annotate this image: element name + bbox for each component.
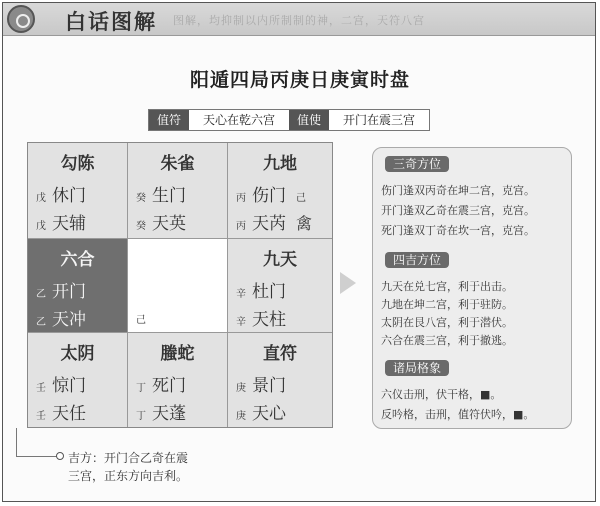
deity-name: 太阴 [60,344,95,364]
star-name: 天英 [152,214,186,234]
leader-line [16,456,58,457]
panel-line: 死门逢双丁奇在坎一宫，克宫。 [381,224,535,237]
info-bar [148,109,430,131]
header-bar [3,3,595,36]
door-row [36,371,86,396]
earth-stem: 癸 [136,220,146,232]
star-name: 天冲 [52,310,86,330]
palace-cell [128,143,228,239]
deity-name: 直符 [263,344,297,364]
deity-name: 螣蛇 [160,344,195,364]
door-row [36,181,86,206]
emblem-icon [7,5,35,33]
earth-stem: 壬 [36,410,46,422]
door-name: 死门 [152,376,186,396]
panel-line: 六合在震三宫，利于撤逃。 [381,334,513,347]
door-name: 伤门 [252,186,286,206]
door-row [236,181,306,206]
panel-line: 太阴在艮八宫，利于潜伏。 [381,316,513,329]
heaven-stem: 壬 [36,382,46,394]
panel-line: 九天在兑七宫，利于出击。 [381,280,513,293]
panel-line: 反吟格，击刑，值符伏吟，■。 [381,408,535,421]
zhifu-value: 天心在乾六宫 [189,110,289,130]
earth-stem: 丙 [236,220,246,232]
door-row [136,181,186,206]
heaven-stem: 乙 [36,288,46,300]
panel-line: 九地在坤二宫，利于驻防。 [381,298,513,311]
star-row [36,305,86,330]
section-title: 诸局格象 [385,360,449,376]
star-row [236,399,286,424]
deity-name: 六合 [60,250,95,270]
star-row [36,399,86,424]
earth-stem: 乙 [36,316,46,328]
star-row [236,209,312,234]
door-name: 生门 [152,186,186,206]
door-row [236,371,286,396]
arrow-right-icon [340,272,356,294]
palace-cell [228,333,332,427]
deity-name: 九地 [263,154,297,174]
earth-stem: 戊 [36,220,46,232]
heaven-stem: 庚 [236,382,246,394]
section-title: 四吉方位 [385,252,449,268]
panel-line: 六仪击刑，伏干格，■。 [381,388,502,401]
note-line: 吉方：开门合乙奇在震 [68,451,189,465]
star-name: 天任 [52,404,86,424]
deity-name: 朱雀 [160,154,195,174]
heaven-stem: 辛 [236,288,246,300]
nine-palace-grid [27,142,333,428]
door-name: 惊门 [52,376,86,396]
door-row [36,277,86,302]
heaven-stem: 戊 [36,192,46,204]
note-line: 三宫，正东方向吉利。 [68,469,189,483]
zhishi-label: 值使 [289,110,329,130]
zhishi-value: 开门在震三宫 [329,110,429,130]
palace-cell [28,333,128,427]
star-row [136,209,186,234]
door-name: 休门 [52,186,86,206]
analysis-panel [372,147,572,429]
palace-cell [28,143,128,239]
panel-line: 开门逢双乙奇在震三宫，克宫。 [381,204,535,217]
heaven-stem: 癸 [136,192,146,204]
header-title: 白话图解 [65,10,157,34]
panel-line: 伤门逢双丙奇在坤二宫，克宫。 [381,184,535,197]
auspicious-note [68,449,188,485]
star-name: 天芮 [252,214,286,234]
header-background-text: 图解，均抑制以内所制制的神，二宫，天符八宫 [173,14,425,27]
heaven-stem: 丁 [136,382,146,394]
palace-cell [228,239,332,333]
star-row [136,399,186,424]
door-name: 景门 [252,376,286,396]
section-title: 三奇方位 [385,156,449,172]
star-name: 天蓬 [152,404,186,424]
earth-stem: 庚 [236,410,246,422]
extra-star: 禽 [296,214,313,233]
center-palace [128,239,228,333]
door-row [236,277,286,302]
earth-stem: 丁 [136,410,146,422]
leader-line [16,428,17,456]
star-row [36,209,86,234]
door-name: 开门 [52,282,86,302]
star-name: 天柱 [252,310,286,330]
star-name: 天辅 [52,214,86,234]
earth-stem: 辛 [236,316,246,328]
bullet-icon [56,452,64,460]
deity-name: 九天 [263,250,297,270]
door-name: 杜门 [252,282,286,302]
heaven-stem: 丙 [236,192,246,204]
star-name: 天心 [252,404,286,424]
door-row [136,371,186,396]
chart-title: 阳遁四局丙庚日庚寅时盘 [189,69,410,91]
extra-stem: 己 [296,193,306,204]
deity-name: 勾陈 [60,154,95,174]
palace-cell [128,333,228,427]
palace-cell [228,143,332,239]
star-row [236,305,286,330]
center-stem: 己 [136,315,146,326]
zhifu-label: 值符 [149,110,189,130]
palace-cell-highlighted [28,239,128,333]
